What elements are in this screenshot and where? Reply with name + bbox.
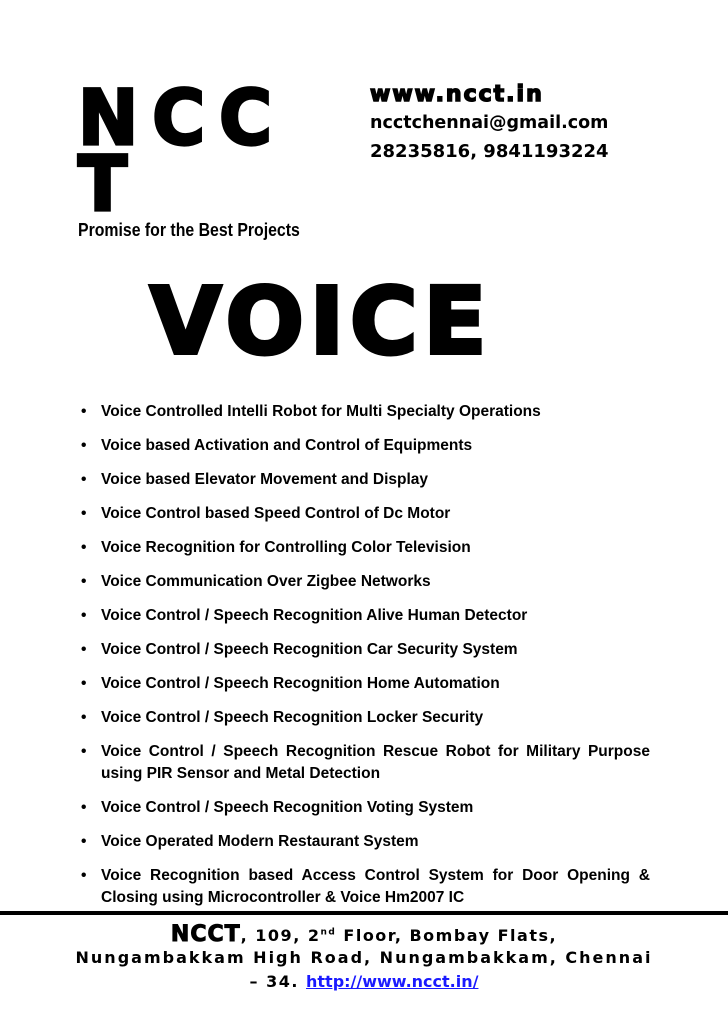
email-text: ncctchennai@gmail.com [370,113,609,133]
list-item: • Voice Control / Speech Recognition Voting System [80,797,650,819]
list-item: • Voice Recognition based Access Control System for Door Opening & Closing using Microcontroller & Voice Hm2007 IC [80,865,650,909]
list-item: • Voice Communication Over Zigbee Networks [80,571,650,593]
list-item: • Voice Control based Speed Control of Dc Motor [80,503,650,525]
logo-line-2: T [78,139,142,229]
phone-text: 28235816, 9841193224 [370,141,609,162]
footer-divider [0,911,728,915]
footer-address-part: Floor, Bombay Flats, [336,926,558,945]
list-item: • Voice Control / Speech Recognition Locker Security [80,707,650,729]
website-text: www.ncct.in [370,82,544,107]
list-item: • Voice based Elevator Movement and Display [80,469,650,491]
list-item: • Voice Control / Speech Recognition Car Security System [80,639,650,661]
footer-address-part: , 109, 2 [240,926,321,945]
list-item: • Voice based Activation and Control of Equipments [80,435,650,457]
list-item: • Voice Control / Speech Recognition Rescue Robot for Military Purpose using PIR Sensor and Metal Detection [80,741,650,785]
list-item: • Voice Recognition for Controlling Color Television [80,537,650,559]
page-title: VOICE [150,268,493,375]
footer-ordinal: nd [320,927,337,938]
logo-line-1: NCC [78,73,286,163]
list-item: • Voice Control / Speech Recognition Alive Human Detector [80,605,650,627]
footer-address-line-1 [0,922,728,947]
list-item: • Voice Operated Modern Restaurant System [80,831,650,853]
footer-address-line-2: Nungambakkam High Road, Nungambakkam, Chennai [75,948,653,967]
list-item: • Voice Controlled Intelli Robot for Multi Specialty Operations [80,401,650,423]
list-item: • Voice Control / Speech Recognition Home Automation [80,673,650,695]
footer-company-name: NCCT [170,922,241,947]
tagline: Promise for the Best Projects [78,220,300,240]
footer-pincode: – 34. [249,972,307,991]
website-link[interactable]: http://www.ncct.in/ [306,972,479,991]
footer-address-line-3 [0,972,728,991]
project-list [80,401,650,921]
